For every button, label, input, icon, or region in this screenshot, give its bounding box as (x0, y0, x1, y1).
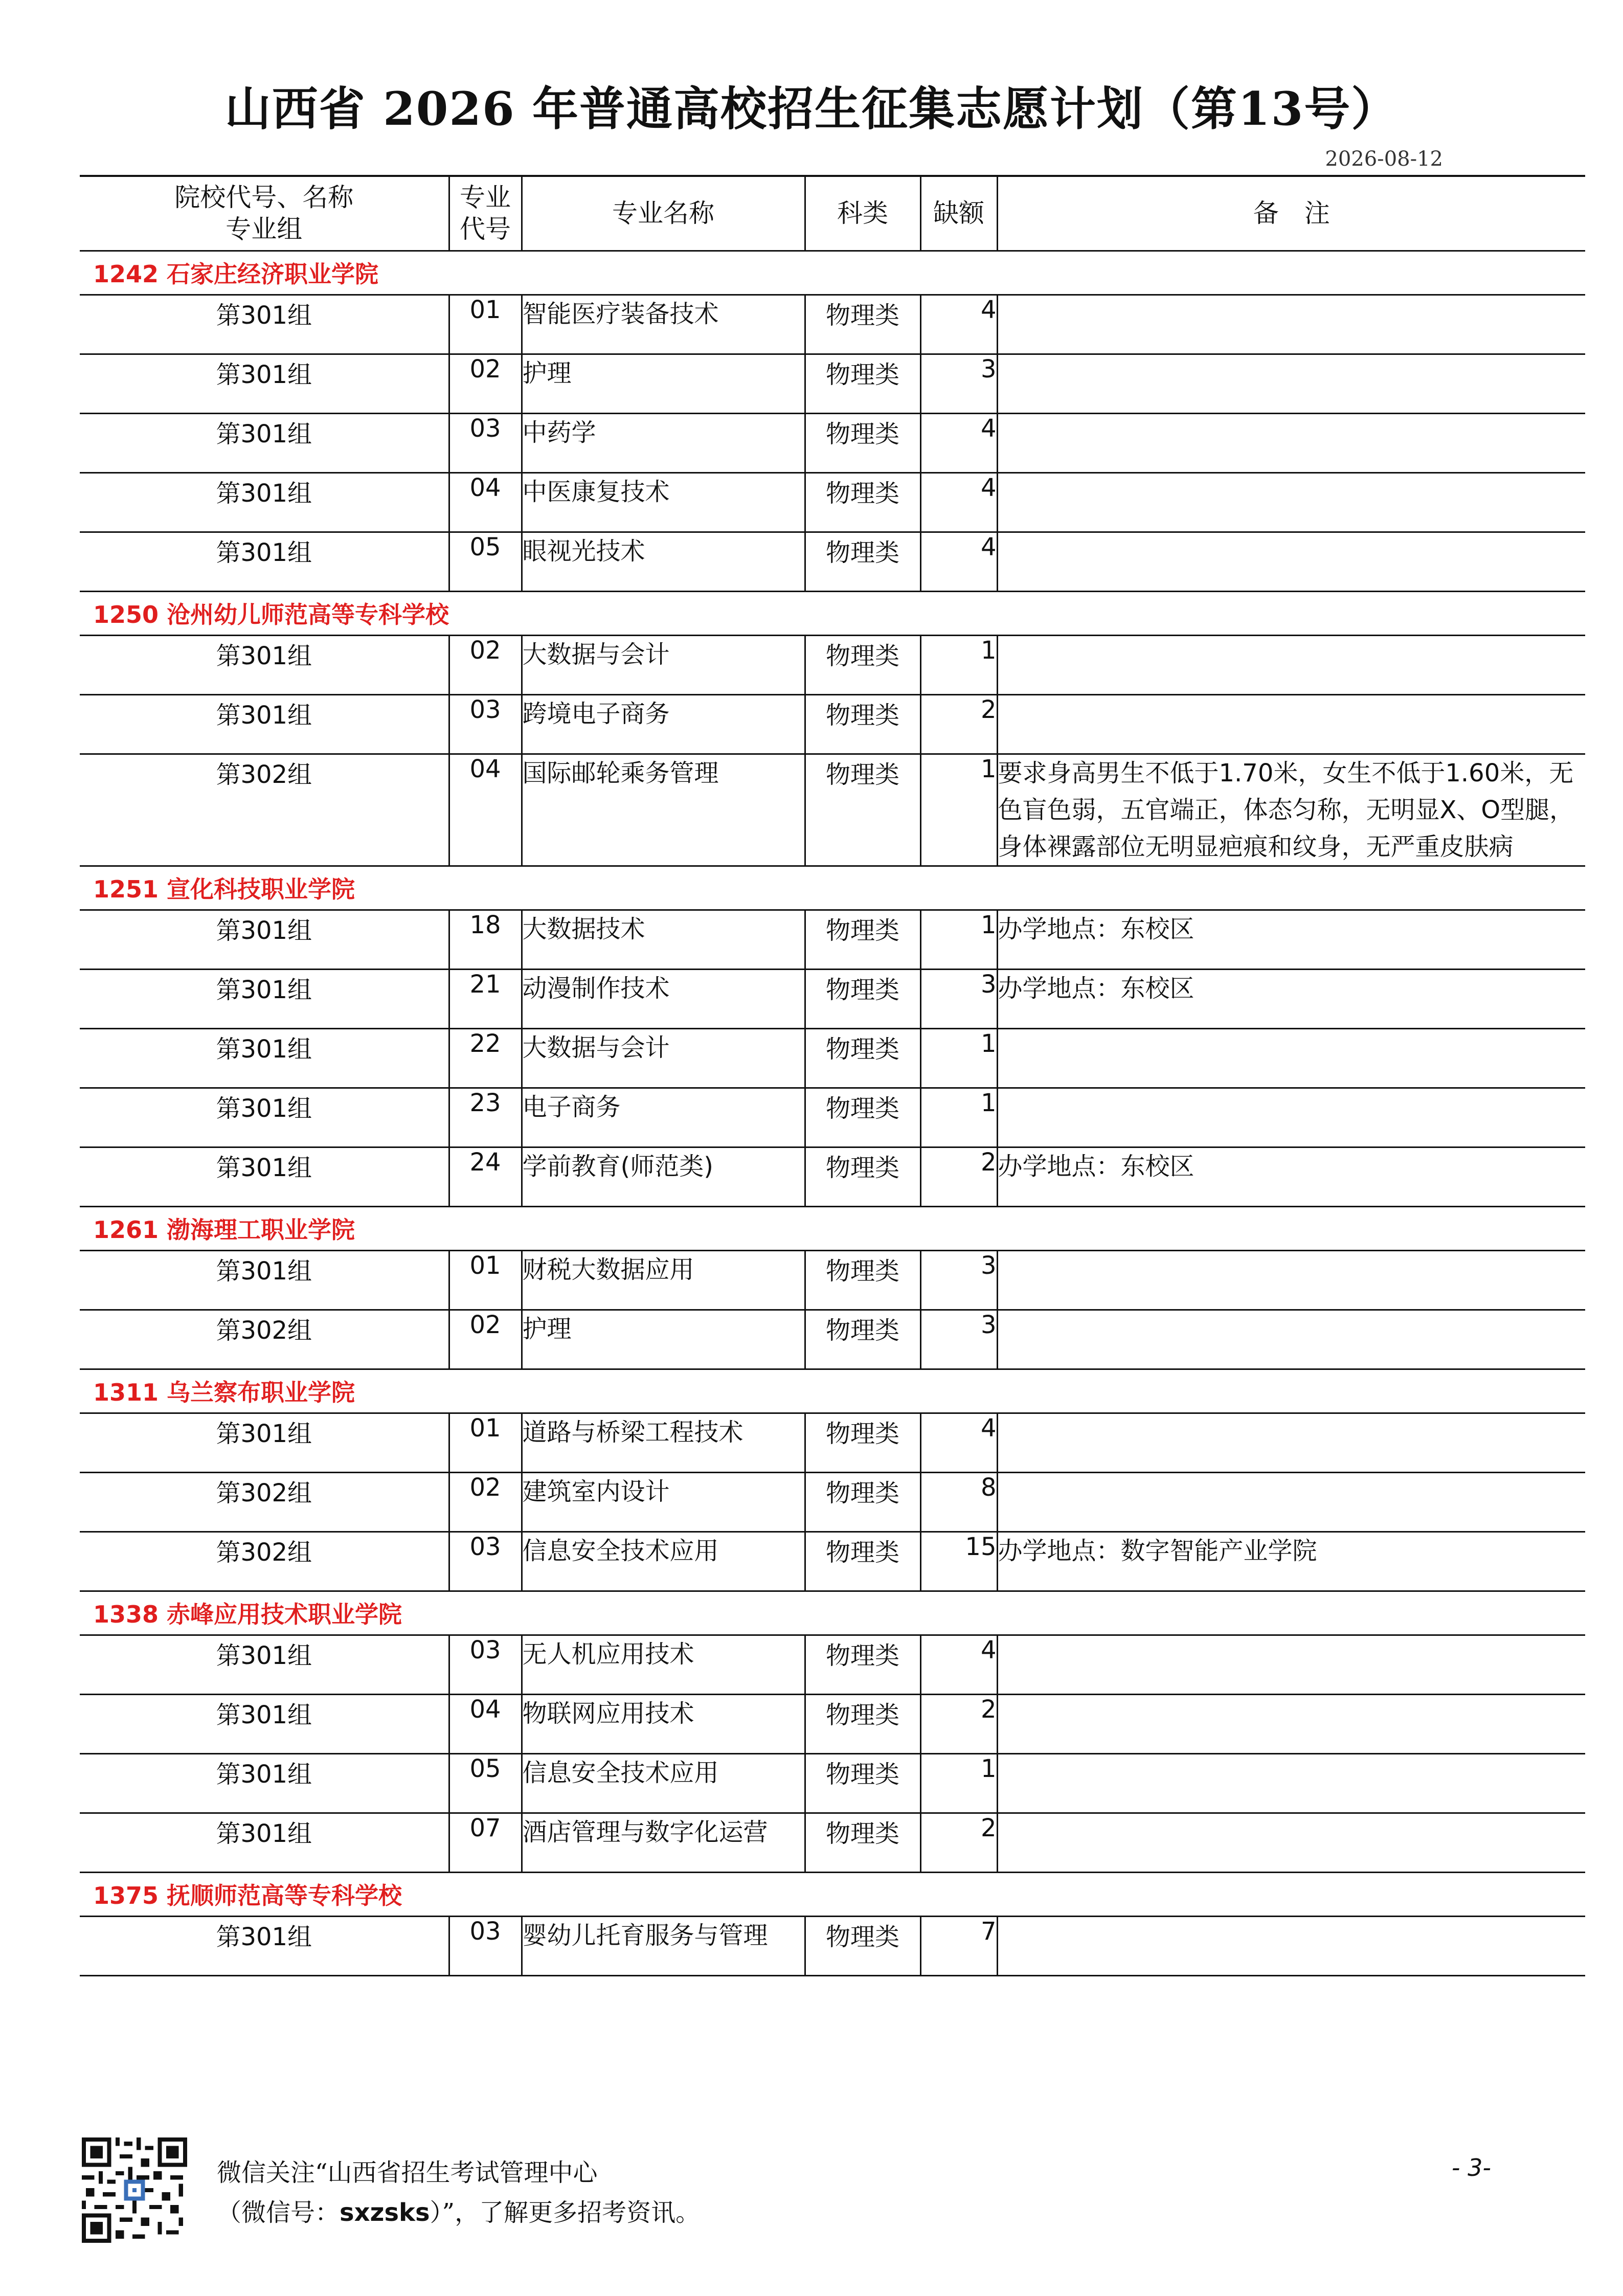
major-group: 第301组 (80, 969, 449, 1028)
major-code: 04 (449, 472, 522, 532)
major-name: 大数据与会计 (522, 635, 805, 694)
major-group: 第301组 (80, 1813, 449, 1872)
school-name: 1311 乌兰察布职业学院 (80, 1369, 1585, 1413)
subject-category: 物理类 (805, 472, 920, 532)
table-row (80, 1694, 1585, 1753)
school-name: 1261 渤海理工职业学院 (80, 1206, 1585, 1250)
major-code: 05 (449, 1753, 522, 1813)
subject-category: 物理类 (805, 635, 920, 694)
remark (997, 1028, 1585, 1088)
remark: 办学地点：数字智能产业学院 (997, 1532, 1585, 1591)
major-code: 02 (449, 1472, 522, 1532)
major-name: 国际邮轮乘务管理 (522, 754, 805, 866)
major-name: 物联网应用技术 (522, 1694, 805, 1753)
subject-category: 物理类 (805, 354, 920, 413)
remark (997, 1088, 1585, 1147)
major-group: 第302组 (80, 1532, 449, 1591)
major-name: 护理 (522, 1310, 805, 1369)
school-row (80, 1369, 1585, 1413)
major-group: 第301组 (80, 910, 449, 969)
school-row (80, 1591, 1585, 1635)
major-name: 酒店管理与数字化运营 (522, 1813, 805, 1872)
publish-date: 2026-08-12 (1325, 147, 1443, 171)
subject-category: 物理类 (805, 295, 920, 354)
subject-category: 物理类 (805, 1310, 920, 1369)
major-group: 第302组 (80, 1310, 449, 1369)
major-name: 智能医疗装备技术 (522, 295, 805, 354)
remark: 办学地点：东校区 (997, 969, 1585, 1028)
remark: 办学地点：东校区 (997, 910, 1585, 969)
school-name: 1251 宣化科技职业学院 (80, 866, 1585, 910)
subject-category: 物理类 (805, 1028, 920, 1088)
remark (997, 1413, 1585, 1472)
plan-table-body (80, 251, 1585, 1975)
major-name: 跨境电子商务 (522, 694, 805, 754)
major-code: 03 (449, 1635, 522, 1694)
remark (997, 1753, 1585, 1813)
table-row (80, 754, 1585, 866)
major-code: 21 (449, 969, 522, 1028)
vacancy-count: 3 (920, 1310, 997, 1369)
major-code: 01 (449, 295, 522, 354)
major-group: 第301组 (80, 472, 449, 532)
major-group: 第301组 (80, 1147, 449, 1206)
footer-line2 (217, 2193, 700, 2233)
major-code: 04 (449, 754, 522, 866)
major-name: 动漫制作技术 (522, 969, 805, 1028)
remark (997, 1916, 1585, 1975)
major-code: 04 (449, 1694, 522, 1753)
header-note: 备 注 (997, 176, 1585, 251)
vacancy-count: 1 (920, 910, 997, 969)
vacancy-count: 1 (920, 754, 997, 866)
table-row (80, 1147, 1585, 1206)
major-code: 03 (449, 694, 522, 754)
major-group: 第301组 (80, 413, 449, 472)
table-row (80, 532, 1585, 591)
table-row (80, 1310, 1585, 1369)
vacancy-count: 7 (920, 1916, 997, 1975)
major-code: 05 (449, 532, 522, 591)
major-code: 02 (449, 354, 522, 413)
remark (997, 295, 1585, 354)
major-group: 第301组 (80, 1088, 449, 1147)
table-row (80, 1813, 1585, 1872)
table-row (80, 1916, 1585, 1975)
subject-category: 物理类 (805, 754, 920, 866)
table-row (80, 635, 1585, 694)
school-row (80, 591, 1585, 635)
major-name: 道路与桥梁工程技术 (522, 1413, 805, 1472)
major-group: 第301组 (80, 295, 449, 354)
major-name: 无人机应用技术 (522, 1635, 805, 1694)
remark (997, 1635, 1585, 1694)
major-name: 信息安全技术应用 (522, 1532, 805, 1591)
major-code: 18 (449, 910, 522, 969)
vacancy-count: 4 (920, 532, 997, 591)
vacancy-count: 1 (920, 1088, 997, 1147)
major-code: 07 (449, 1813, 522, 1872)
table-row (80, 1532, 1585, 1591)
school-name: 1242 石家庄经济职业学院 (80, 251, 1585, 295)
header-code-line2: 代号 (460, 214, 511, 244)
vacancy-count: 2 (920, 1147, 997, 1206)
vacancy-count: 4 (920, 1413, 997, 1472)
remark (997, 532, 1585, 591)
vacancy-count: 1 (920, 1028, 997, 1088)
school-row (80, 1872, 1585, 1916)
subject-category: 物理类 (805, 694, 920, 754)
subject-category: 物理类 (805, 1088, 920, 1147)
subject-category: 物理类 (805, 1753, 920, 1813)
major-code: 23 (449, 1088, 522, 1147)
qr-code-icon (82, 2137, 187, 2243)
major-group: 第301组 (80, 1635, 449, 1694)
major-name: 建筑室内设计 (522, 1472, 805, 1532)
subject-category: 物理类 (805, 1694, 920, 1753)
header-code (449, 176, 522, 251)
table-row (80, 694, 1585, 754)
major-code: 01 (449, 1413, 522, 1472)
major-name: 中医康复技术 (522, 472, 805, 532)
header-major-name: 专业名称 (522, 176, 805, 251)
major-name: 护理 (522, 354, 805, 413)
major-group: 第301组 (80, 354, 449, 413)
vacancy-count: 4 (920, 1635, 997, 1694)
wechat-id: sxzsks (340, 2198, 430, 2227)
remark (997, 472, 1585, 532)
vacancy-count: 15 (920, 1532, 997, 1591)
header-category: 科类 (805, 176, 920, 251)
subject-category: 物理类 (805, 1635, 920, 1694)
vacancy-count: 1 (920, 635, 997, 694)
school-row (80, 1206, 1585, 1250)
major-group: 第302组 (80, 1472, 449, 1532)
remark (997, 1694, 1585, 1753)
vacancy-count: 2 (920, 694, 997, 754)
major-group: 第302组 (80, 754, 449, 866)
vacancy-count: 3 (920, 1250, 997, 1310)
remark (997, 1250, 1585, 1310)
remark (997, 354, 1585, 413)
major-name: 电子商务 (522, 1088, 805, 1147)
plan-table (80, 175, 1585, 1976)
major-group: 第301组 (80, 1250, 449, 1310)
major-code: 22 (449, 1028, 522, 1088)
vacancy-count: 3 (920, 969, 997, 1028)
major-code: 01 (449, 1250, 522, 1310)
vacancy-count: 3 (920, 354, 997, 413)
header-school-line2: 专业组 (226, 214, 303, 244)
remark: 要求身高男生不低于1.70米，女生不低于1.60米，无色盲色弱，五官端正，体态匀称，无明显X、O型腿，身体裸露部位无明显疤痕和纹身，无严重皮肤病 (997, 754, 1585, 866)
subject-category: 物理类 (805, 1813, 920, 1872)
major-group: 第301组 (80, 532, 449, 591)
subject-category: 物理类 (805, 1413, 920, 1472)
header-quota: 缺额 (920, 176, 997, 251)
vacancy-count: 1 (920, 1753, 997, 1813)
major-group: 第301组 (80, 1413, 449, 1472)
remark (997, 1472, 1585, 1532)
table-row (80, 1413, 1585, 1472)
table-row (80, 1472, 1585, 1532)
footer-line1: 微信关注“山西省招生考试管理中心 (217, 2158, 598, 2187)
table-row (80, 1028, 1585, 1088)
remark (997, 694, 1585, 754)
subject-category: 物理类 (805, 1916, 920, 1975)
footer-line2-prefix: （微信号： (217, 2198, 340, 2227)
major-name: 眼视光技术 (522, 532, 805, 591)
school-row (80, 251, 1585, 295)
major-name: 信息安全技术应用 (522, 1753, 805, 1813)
table-row (80, 1088, 1585, 1147)
vacancy-count: 4 (920, 472, 997, 532)
major-group: 第301组 (80, 1916, 449, 1975)
table-row (80, 1250, 1585, 1310)
major-name: 婴幼儿托育服务与管理 (522, 1916, 805, 1975)
vacancy-count: 4 (920, 295, 997, 354)
table-row (80, 295, 1585, 354)
major-name: 财税大数据应用 (522, 1250, 805, 1310)
subject-category: 物理类 (805, 1147, 920, 1206)
table-row (80, 1635, 1585, 1694)
table-row (80, 1753, 1585, 1813)
major-code: 03 (449, 1532, 522, 1591)
major-code: 03 (449, 1916, 522, 1975)
major-group: 第301组 (80, 1028, 449, 1088)
major-code: 02 (449, 635, 522, 694)
school-name: 1338 赤峰应用技术职业学院 (80, 1591, 1585, 1635)
table-row (80, 354, 1585, 413)
major-group: 第301组 (80, 1753, 449, 1813)
subject-category: 物理类 (805, 910, 920, 969)
major-name: 大数据与会计 (522, 1028, 805, 1088)
table-header-row (80, 176, 1585, 251)
major-name: 大数据技术 (522, 910, 805, 969)
major-code: 03 (449, 413, 522, 472)
vacancy-count: 2 (920, 1813, 997, 1872)
subject-category: 物理类 (805, 532, 920, 591)
vacancy-count: 4 (920, 413, 997, 472)
remark (997, 413, 1585, 472)
subject-category: 物理类 (805, 969, 920, 1028)
subject-category: 物理类 (805, 1250, 920, 1310)
table-row (80, 472, 1585, 532)
major-group: 第301组 (80, 1694, 449, 1753)
major-name: 学前教育(师范类) (522, 1147, 805, 1206)
major-code: 24 (449, 1147, 522, 1206)
school-name: 1375 抚顺师范高等专科学校 (80, 1872, 1585, 1916)
subject-category: 物理类 (805, 1532, 920, 1591)
major-group: 第301组 (80, 694, 449, 754)
vacancy-count: 2 (920, 1694, 997, 1753)
remark: 办学地点：东校区 (997, 1147, 1585, 1206)
remark (997, 1310, 1585, 1369)
page-number: - 3- (1451, 2154, 1491, 2181)
footer-wechat-notice (217, 2153, 700, 2233)
remark (997, 1813, 1585, 1872)
major-group: 第301组 (80, 635, 449, 694)
table-row (80, 413, 1585, 472)
header-school (80, 176, 449, 251)
major-code: 02 (449, 1310, 522, 1369)
school-name: 1250 沧州幼儿师范高等专科学校 (80, 591, 1585, 635)
header-school-line1: 院校代号、名称 (174, 183, 354, 213)
table-row (80, 910, 1585, 969)
subject-category: 物理类 (805, 413, 920, 472)
school-row (80, 866, 1585, 910)
footer-line2-suffix: ）”，了解更多招考资讯。 (430, 2198, 701, 2227)
vacancy-count: 8 (920, 1472, 997, 1532)
remark (997, 635, 1585, 694)
subject-category: 物理类 (805, 1472, 920, 1532)
major-name: 中药学 (522, 413, 805, 472)
table-row (80, 969, 1585, 1028)
page-title: 山西省 2026 年普通高校招生征集志愿计划（第13号） (224, 82, 1399, 136)
header-code-line1: 专业 (460, 183, 511, 213)
